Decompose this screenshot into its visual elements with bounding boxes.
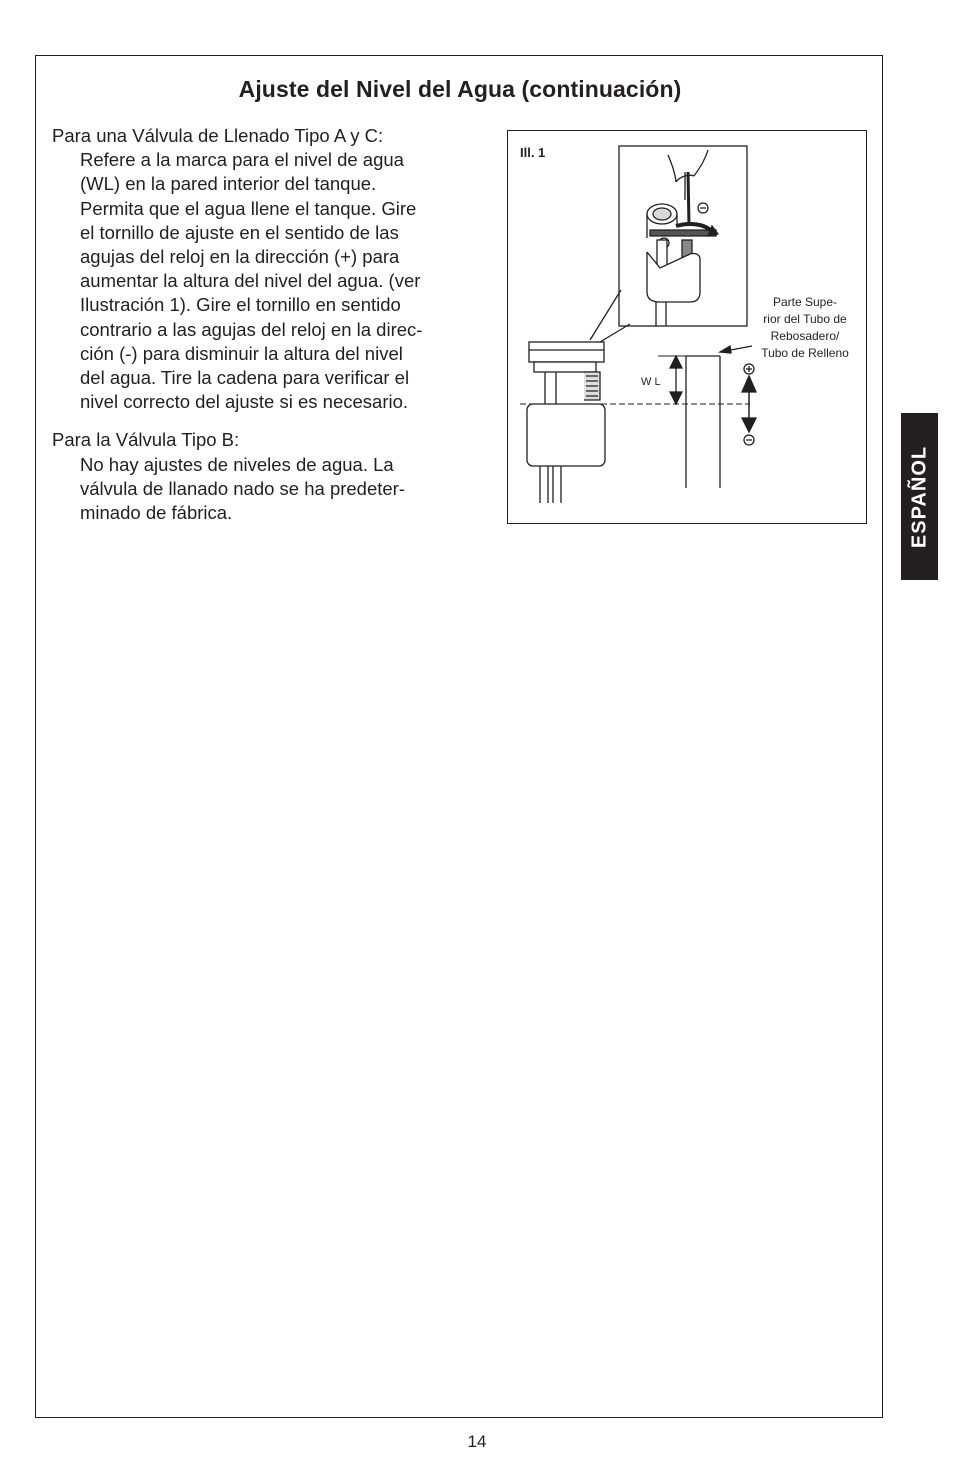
text-line: (WL) en la pared interior del tanque.	[80, 173, 377, 195]
section-lead: Para una Válvula de Llenado Tipo A y C:	[52, 125, 384, 146]
text-line: Ilustración 1). Gire el tornillo en sentido	[80, 294, 401, 316]
callout-line: Tubo de Relleno	[761, 346, 849, 360]
text-line: minado de fábrica.	[80, 502, 233, 524]
text-line: Refere a la marca para el nivel de agua	[80, 149, 404, 171]
text-line: Permita que el agua llene el tanque. Gire	[80, 197, 417, 219]
text-line: ción (-) para disminuir la altura del nivel	[80, 342, 403, 364]
text-line: agujas del reloj en la dirección (+) para	[80, 246, 400, 268]
section-lead: Para la Válvula Tipo B:	[52, 429, 240, 451]
text-line: el tornillo de ajuste en el sentido de las	[80, 221, 399, 243]
text-line: del agua. Tire la cadena para verificar el	[80, 367, 410, 389]
text-line: nivel correcto del ajuste si es necesario.	[80, 391, 409, 413]
section-type-a-c	[52, 124, 492, 414]
callout-line: Parte Supe-	[772, 295, 838, 309]
water-level-label: W L	[641, 376, 661, 388]
illustration-label: Ill. 1	[520, 145, 546, 160]
page-number: 14	[467, 1432, 487, 1451]
instructions-column	[52, 124, 492, 539]
overflow-tube-callout	[746, 294, 864, 362]
language-tab	[901, 413, 938, 580]
text-line: válvula de llanado nado se ha predeter-	[80, 477, 406, 499]
page-title: Ajuste del Nivel del Agua (continuación)	[238, 76, 682, 102]
text-line: No hay ajustes de niveles de agua. La	[80, 453, 394, 475]
section-type-b	[52, 428, 492, 525]
callout-line: rior del Tubo de	[763, 312, 847, 326]
text-line: contrario a las agujas del reloj en la direc-	[80, 318, 423, 340]
callout-line: Rebosadero/	[770, 329, 840, 343]
language-tab-label: ESPAÑOL	[908, 445, 930, 548]
text-line: aumentar la altura del nivel del agua. (ver	[80, 270, 421, 292]
